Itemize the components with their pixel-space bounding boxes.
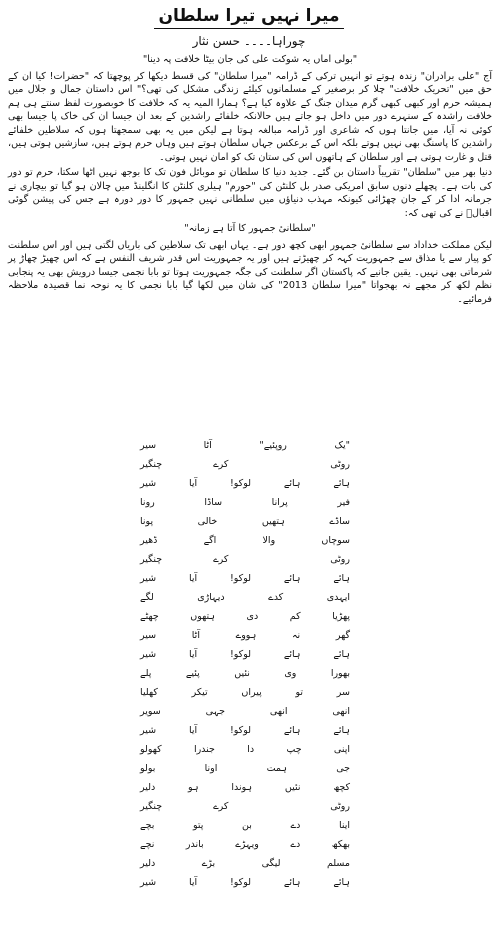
poem-word: لیگی bbox=[261, 858, 281, 869]
article-title bbox=[0, 4, 498, 29]
poem-word: نہ bbox=[291, 630, 301, 641]
poem-word: سر bbox=[336, 687, 350, 698]
poem-word: دا bbox=[247, 744, 255, 755]
paragraph: آج "علی برادران" زندہ ہوتے تو انہیں ترکی کے ڈرامہ "میرا سلطان" کی قسط دیکھا کر پوچھتا کہ "حضرات! کیا ان کے حق میں "تحریک خلافت" چلا کر برصغیر کے مسلمانوں کیلئے زندگی مشکل کی تھی؟" اس داستان جمال و جلال میں ہمیشہ حرم اور کبھی کبھی گرم میدان جنگ کے علاوہ کیا ہے؟ ہمارا المیہ یہ کہ خلافت کا خوبصورت لفظ سنتے ہی ہم خلافت راشدہ کے سنہرے دور میں داخل ہو جاتے ہیں حالانکہ خلفائے راشدین کے بعد ان جیسا ان کی خاک پا جیسا بھی کوئی نہ آیا، میں جانتا ہوں کہ شاعری اور ڈرامہ مبالغہ ہوتا ہے لیکن میں یہ بھی سمجھتا ہوں کہ سلاطین خلفائے راشدین کا پاسنگ بھی نہیں ہوتے بلکہ اس کے برعکس جہاں سلطان ہوتے ہیں وہاں حرم ہوتے ہیں، سازشیں ہوتی ہیں، قتل و غارت ہوتی ہے اور سلطان کے ہاتھوں اس کی ستان تک کو امان نہیں ہوتی۔ bbox=[8, 70, 492, 163]
poem-line bbox=[140, 531, 350, 550]
poem-word: پھڑیا bbox=[332, 611, 350, 622]
poem-word: چھٹے bbox=[140, 611, 159, 622]
poem-line bbox=[140, 683, 350, 702]
poem-word: شیر bbox=[140, 725, 157, 736]
poem-word: انھی bbox=[269, 706, 288, 717]
poem-word: تیکر bbox=[191, 687, 208, 698]
poem-word: نئیں bbox=[284, 782, 301, 793]
poem-line bbox=[140, 816, 350, 835]
poem-word: فیر bbox=[337, 497, 350, 508]
poem-word: کدے bbox=[268, 592, 284, 603]
paragraph: لیکن مملکت خداداد سے سلطانیٔ جمہور ابھی کچھ دور ہے۔ یہاں ابھی تک سلاطین کی باریاں لگتی ہیں اور اس سلطنت کو پیار سے یا مذاق سے جمہوریت کہہ کر چھیڑتے ہیں اور یہ جمہوریت اس قدر شریف النفس ہے کہ اس چھیڑ چھاڑ پر شرماتی بھی نہیں۔ یقین جانیے کہ پاکستان اگر سلطنت کی جگہ جمہوریت ہوتا تو بابا نجمی جیسا درویش بھی یہ پنجابی نظم لکھ کر مجھے نہ بھجواتا "میرا سلطان 2013" کی شان میں لکھا گیا بابا نجمی کا یہ نوحہ نما قصیدہ ملاحظہ فرمائیے۔ bbox=[8, 239, 492, 305]
poem-word: کرے bbox=[213, 554, 229, 565]
poem-word: بھکھ bbox=[331, 839, 350, 850]
poem-line bbox=[140, 778, 350, 797]
poem-word: خالی bbox=[197, 516, 218, 527]
poem-word: انھی bbox=[332, 706, 350, 717]
opening-quote: "بولی اماں یہ شوکت علی کی جان بیٹا خلافت پہ دینا" bbox=[142, 54, 358, 65]
poem-word: ہائے bbox=[283, 573, 301, 584]
poem-word: گھر bbox=[335, 630, 350, 641]
poem-word: ہو bbox=[188, 782, 199, 793]
poem-line bbox=[140, 569, 350, 588]
poem-word: آیا bbox=[188, 877, 198, 888]
poem-line bbox=[140, 493, 350, 512]
poem-word: دے bbox=[290, 839, 301, 850]
poem-line bbox=[140, 588, 350, 607]
poem-word: پیراں bbox=[241, 687, 262, 698]
poem-word: اونا bbox=[204, 763, 218, 774]
poem-word: شیر bbox=[140, 573, 157, 584]
poem-word: شیر bbox=[140, 649, 157, 660]
poem-word: ہائے bbox=[333, 725, 350, 736]
poem-word: آیا bbox=[188, 478, 198, 489]
poem-word: لگے bbox=[140, 592, 154, 603]
poem-line bbox=[140, 645, 350, 664]
poem-line bbox=[140, 607, 350, 626]
poem-word: دے bbox=[290, 820, 301, 831]
poem-word: ہمت bbox=[266, 763, 287, 774]
paragraph: دنیا بھر میں "سلطان" تقریباً داستان بن گئے۔ جدید دنیا کا سلطان تو موبائل فون تک کا بوجھ نہیں اٹھا سکتا، حرم تو دور کی بات ہے۔ پچھلے دنوں سابق امریکی صدر بل کلنٹن کی "حورم" ہیلری کلنٹن کا انگلینڈ میں چالان ہو گیا تو بیچاری نے جرمانہ ادا کر کے جان چھڑائی کیونکہ مہذب دنیاؤں میں سلطانی نہیں جمہور کا دور دورہ ہے جس کی پیشن گوئی اقبالؒ نے کی تھی کہ: bbox=[8, 167, 492, 219]
poem-word: بچے bbox=[140, 820, 155, 831]
poem-line bbox=[140, 759, 350, 778]
poem-word: پئیے bbox=[185, 668, 200, 679]
poem-word: بولو bbox=[140, 763, 156, 774]
poem-word: دلیر bbox=[140, 782, 156, 793]
poem-word: دیہاڑی bbox=[197, 592, 225, 603]
poem-word: ویہڑے bbox=[235, 839, 259, 850]
poem-word: ہائے bbox=[283, 877, 301, 888]
poem-word: ہائے bbox=[333, 877, 350, 888]
poem-line bbox=[140, 626, 350, 645]
poem-word: لوکو! bbox=[229, 725, 251, 736]
poem-word: چنگیر bbox=[140, 554, 163, 565]
poem-word: کچھ bbox=[333, 782, 350, 793]
poem-word: ہائے bbox=[333, 573, 350, 584]
poem-word: کم bbox=[289, 611, 301, 622]
poem-word: لوکو! bbox=[229, 649, 251, 660]
poem-word: بڑے bbox=[201, 858, 216, 869]
poem-word: کرے bbox=[213, 459, 229, 470]
poem-word: والا bbox=[262, 535, 276, 546]
poem-word: اپنی bbox=[333, 744, 350, 755]
poem-word: شیر bbox=[140, 877, 157, 888]
poem-word: جہی bbox=[205, 706, 226, 717]
poem-word: رونا bbox=[140, 497, 155, 508]
poem-line bbox=[140, 664, 350, 683]
poem-line bbox=[140, 455, 350, 474]
poem-word: ہائے bbox=[283, 649, 301, 660]
poem-word: پتو bbox=[192, 820, 204, 831]
poem-word: "یک bbox=[334, 440, 350, 451]
poem-word: باندر bbox=[185, 839, 204, 850]
poem-word: روٹی bbox=[330, 554, 350, 565]
poem-word: ہائے bbox=[283, 725, 301, 736]
poem-line bbox=[140, 854, 350, 873]
poem-word: وی bbox=[284, 668, 297, 679]
poem-word: آیا bbox=[188, 725, 198, 736]
poem-word: ہائے bbox=[333, 649, 350, 660]
poem-word: آٹا bbox=[203, 440, 212, 451]
poem-word: کھلیا bbox=[140, 687, 158, 698]
poem-word: جی bbox=[336, 763, 350, 774]
poem-word: روٹی bbox=[330, 459, 350, 470]
poem-word: دلیر bbox=[140, 858, 156, 869]
poem-word: سیر bbox=[140, 440, 157, 451]
poem-word: چنگیر bbox=[140, 801, 163, 812]
article-body bbox=[8, 52, 492, 308]
poem-line bbox=[140, 797, 350, 816]
poem-word: لوکو! bbox=[229, 573, 251, 584]
poem-word: دی bbox=[246, 611, 259, 622]
poem-word: ساڈے bbox=[329, 516, 350, 527]
poem-word: آٹا bbox=[191, 630, 200, 641]
poem-word: کھولو bbox=[140, 744, 162, 755]
article-title-text: میرا نہیں تیرا سلطان bbox=[154, 4, 343, 29]
poem-word: ہوندا bbox=[231, 782, 253, 793]
poem-line bbox=[140, 474, 350, 493]
poem-word: پلے bbox=[140, 668, 152, 679]
poem-word: ڈھیر bbox=[140, 535, 158, 546]
iqbal-quote: "سلطانیٔ جمہور کا آتا ہے زمانہ" bbox=[184, 223, 316, 234]
poem-word: کرے bbox=[213, 801, 229, 812]
poem-word: نچے bbox=[140, 839, 155, 850]
poem-word: بن bbox=[242, 820, 252, 831]
poem-line bbox=[140, 740, 350, 759]
poem-word: ہتھوں bbox=[190, 611, 215, 622]
poem-word: نئیں bbox=[234, 668, 250, 679]
poem-line bbox=[140, 873, 350, 892]
poem-word: لوکو! bbox=[229, 478, 251, 489]
poem-word: ایہدی bbox=[326, 592, 350, 603]
poem-word: سوچاں bbox=[321, 535, 350, 546]
poem-line bbox=[140, 436, 350, 455]
poem-word: سیر bbox=[140, 630, 157, 641]
punjabi-poem bbox=[140, 436, 350, 892]
poem-line bbox=[140, 512, 350, 531]
poem-line bbox=[140, 835, 350, 854]
poem-word: لوکو! bbox=[229, 877, 251, 888]
poem-word: پونا bbox=[140, 516, 154, 527]
poem-word: ہائے bbox=[283, 478, 301, 489]
poem-word: چپ bbox=[286, 744, 302, 755]
poem-word: آیا bbox=[188, 649, 198, 660]
poem-word: اینا bbox=[338, 820, 350, 831]
poem-word: ساڈا bbox=[204, 497, 223, 508]
poem-line bbox=[140, 721, 350, 740]
poem-word: ہووے bbox=[235, 630, 257, 641]
poem-word: تو bbox=[295, 687, 304, 698]
poem-word: چنگیر bbox=[140, 459, 163, 470]
poem-word: پرانا bbox=[271, 497, 288, 508]
poem-word: آیا bbox=[188, 573, 198, 584]
poem-line bbox=[140, 702, 350, 721]
poem-word: مسلم bbox=[326, 858, 350, 869]
poem-word: روپئیے" bbox=[259, 440, 287, 451]
poem-word: بھورا bbox=[330, 668, 350, 679]
poem-word: شیر bbox=[140, 478, 157, 489]
poem-word: جندرا bbox=[193, 744, 215, 755]
poem-line bbox=[140, 550, 350, 569]
poem-word: روٹی bbox=[330, 801, 350, 812]
poem-word: ہتھیں bbox=[261, 516, 285, 527]
poem-word: اگے bbox=[203, 535, 217, 546]
poem-word: سویر bbox=[140, 706, 161, 717]
column-byline: چوراہا۔۔۔۔ حسن نثار bbox=[192, 34, 306, 48]
poem-word: ہائے bbox=[333, 478, 350, 489]
